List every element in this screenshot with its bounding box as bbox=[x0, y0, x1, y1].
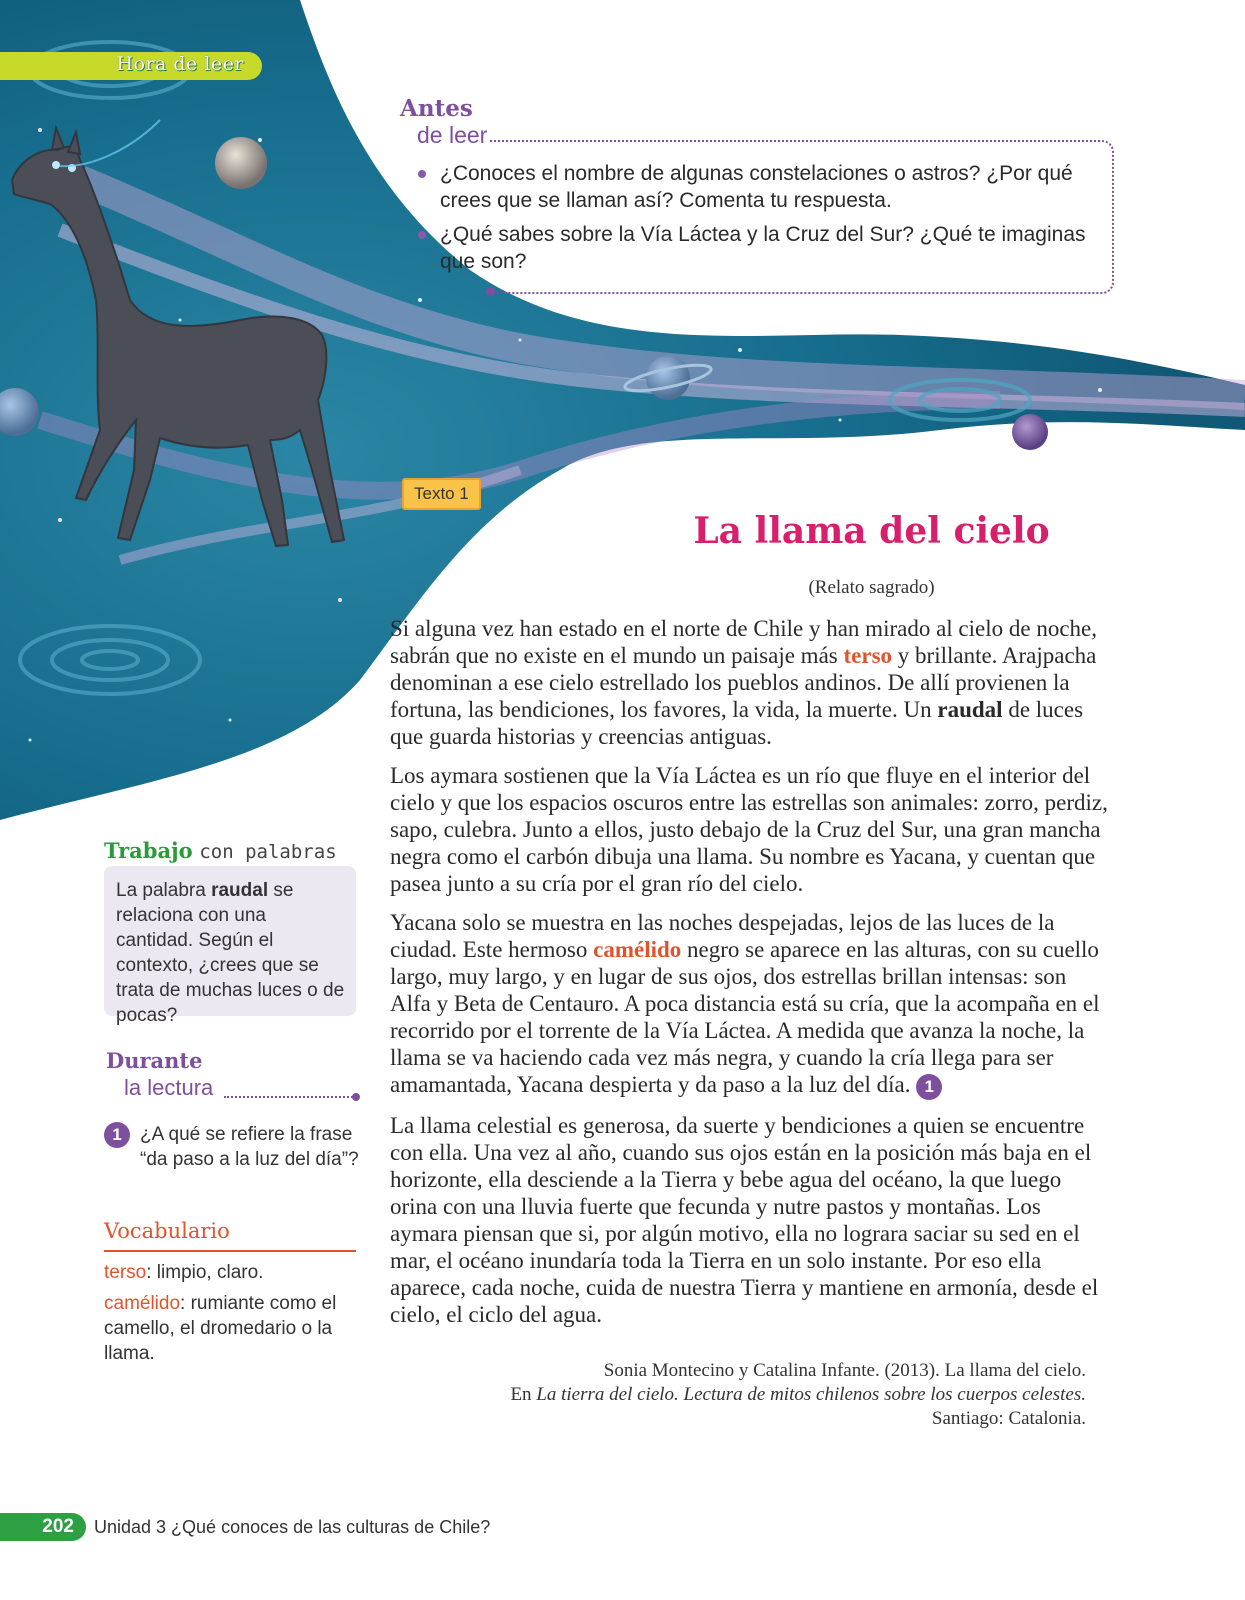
trabajo-text-b: se relaciona con una cantidad. Según el contexto, ¿crees que se trata de muchas luces o de pocas? bbox=[116, 880, 345, 1026]
vocab-term: camélido bbox=[104, 1293, 181, 1314]
section-tab bbox=[0, 52, 262, 80]
vocab-term: terso bbox=[104, 1262, 147, 1283]
paragraph-3-part-a: Yacana solo se muestra en las noches despejadas, lejos de las luces de la ciudad. Este hermoso bbox=[390, 910, 1055, 962]
paragraph-2: Los aymara sostienen que la Vía Láctea es un río que fluye en el interior del cielo y que los espacios oscuros entre las estrellas son animales: zorro, perdiz, sapo, culebra. Junto a ellos, justo debajo de la Cruz del Sur, una gran mancha negra como el carbón dibuja una llama. Su nombre es Yacana, y cuentan que pasea junto a su cría por el gran río del cielo. bbox=[390, 763, 1108, 896]
paragraph-3 bbox=[390, 909, 1110, 1100]
vocab-def: : limpio, claro. bbox=[146, 1262, 264, 1283]
vocab-entry bbox=[104, 1291, 354, 1366]
vocabulario-title: Vocabulario bbox=[104, 1219, 230, 1243]
antes-title: Antes bbox=[400, 95, 473, 122]
antes-question: ¿Conoces el nombre de algunas constelaciones o astros? ¿Por qué crees que se llaman así? Comenta tu respuesta. bbox=[418, 160, 1098, 214]
paragraph-3-part-b: negro se aparece en las alturas, con su cuello largo, muy largo, y en lugar de sus ojos, dos estrellas brillan intensas: son Alfa y Beta de Centauro. A poca distancia está su cría, que la acompaña en el recorrido por el torrente de la Vía Láctea. A medida que avanza la noche, la llama se va haciendo cada vez más negra, y cuando la cría llega para ser amamantada, Yacana despierta y da paso a la luz del día. bbox=[390, 937, 1100, 1097]
citation bbox=[480, 1359, 1086, 1431]
vocab-word-terso: terso bbox=[843, 643, 893, 668]
durante-question-badge: 1 bbox=[104, 1122, 130, 1148]
trabajo-heading-rest: con palabras bbox=[199, 841, 337, 863]
question-marker-badge: 1 bbox=[916, 1074, 942, 1100]
durante-question bbox=[104, 1122, 364, 1172]
vocab-word-camelido: camélido bbox=[593, 937, 682, 962]
word-raudal: raudal bbox=[937, 697, 1003, 722]
paragraph-1-part-b: y brillante. Arajpacha denominan a ese cielo estrellado los pueblos andinos. De allí provienen la fortuna, las bendiciones, los favores, la vida, la muerte. Un bbox=[390, 643, 1097, 722]
trabajo-text-a: La palabra bbox=[116, 880, 212, 901]
durante-subtitle: la lectura bbox=[124, 1075, 214, 1100]
vocab-def: : rumiante como el camello, el dromedario o la llama. bbox=[104, 1293, 337, 1364]
trabajo-word: raudal bbox=[211, 880, 269, 901]
trabajo-heading-bold: Trabajo bbox=[104, 838, 193, 863]
story-body bbox=[390, 615, 1110, 1340]
paragraph-4: La llama celestial es generosa, da suerte y bendiciones a quien se encuentre con ella. Una vez al año, cuando sus ojos están en la posición más baja en el horizonte, ella desciende a la Tierra y bebe agua del océano, la que luego orina con una lluvia fuerte que fecunda y nutre pastos y montañas. Los aymara piensan que si, por algún motivo, ella no lograra saciar su sed en el mar, el océano inundaría toda la Tierra en un solo instante. Por eso ella aparece, cada noche, cuida de nuestra Tierra y mantiene en armonía, desde el cielo, el ciclo del agua. bbox=[390, 1112, 1099, 1327]
text-number-tag: Texto 1 bbox=[402, 478, 481, 510]
citation-book-title: La tierra del cielo. Lectura de mitos chilenos sobre los cuerpos celestes. bbox=[536, 1384, 1086, 1405]
section-tab-label: Hora de leer bbox=[116, 53, 244, 75]
durante-question-text: ¿A qué se refiere la frase “da paso a la luz del día”? bbox=[140, 1124, 359, 1170]
story-title-wrap bbox=[0, 510, 1245, 552]
antes-question: ¿Qué sabes sobre la Vía Láctea y la Cruz del Sur? ¿Qué te imaginas que son? bbox=[418, 221, 1098, 275]
paragraph-1-part-a: Si alguna vez han estado en el norte de Chile y han mirado al cielo de noche, sabrán que no existe en el mundo un paisaje más bbox=[390, 616, 1098, 668]
durante-title: Durante bbox=[106, 1048, 203, 1073]
durante-dot bbox=[352, 1093, 360, 1101]
vocabulario-list bbox=[104, 1260, 354, 1372]
paragraph-1 bbox=[390, 615, 1110, 750]
story-subtitle: (Relato sagrado) bbox=[808, 577, 935, 598]
antes-bullet-dot bbox=[486, 287, 495, 296]
trabajo-box bbox=[104, 866, 356, 1026]
story-title: La llama del cielo bbox=[693, 510, 1050, 552]
citation-line-1: Sonia Montecino y Catalina Infante. (2013). La llama del cielo. bbox=[603, 1360, 1086, 1381]
antes-subtitle: de leer bbox=[417, 122, 488, 148]
citation-prefix: En bbox=[510, 1384, 537, 1405]
page-number: 202 bbox=[0, 1513, 86, 1541]
paragraph-1-part-c: de luces que guarda historias y creencias antiguas. bbox=[390, 697, 1084, 749]
trabajo-heading bbox=[104, 838, 337, 863]
citation-suffix: Santiago: Catalonia. bbox=[931, 1408, 1086, 1429]
antes-question-list bbox=[418, 160, 1098, 282]
vocab-entry bbox=[104, 1260, 354, 1285]
vocabulario-rule bbox=[104, 1250, 356, 1252]
unit-title: Unidad 3 ¿Qué conoces de las culturas de Chile? bbox=[94, 1517, 491, 1537]
durante-dotted-line bbox=[224, 1096, 356, 1098]
